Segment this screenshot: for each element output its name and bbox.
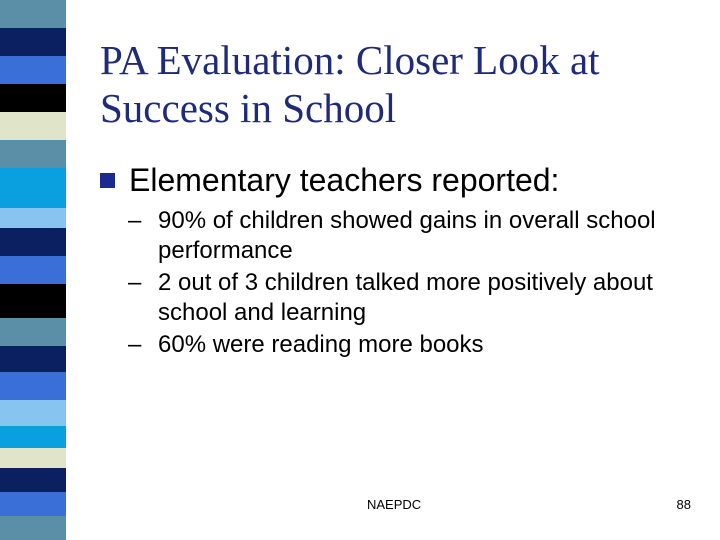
- stripe-segment: [0, 84, 66, 112]
- stripe-segment: [0, 426, 66, 448]
- stripe-segment: [0, 112, 66, 140]
- stripe-segment: [0, 372, 66, 400]
- stripe-segment: [0, 208, 66, 228]
- stripe-segment: [0, 492, 66, 516]
- stripe-segment: [0, 400, 66, 426]
- stripe-segment: [0, 468, 66, 492]
- stripe-segment: [0, 448, 66, 468]
- dash-bullet: –: [128, 207, 142, 234]
- sub-bullet-item: [128, 330, 688, 360]
- sub-bullet-item: [128, 268, 688, 328]
- footer-organization: NAEPDC: [367, 497, 422, 512]
- stripe-segment: [0, 140, 66, 168]
- stripe-segment: [0, 168, 66, 208]
- dash-bullet: –: [128, 269, 142, 296]
- sub-bullet-list: [128, 206, 688, 362]
- sub-bullet-text: 2 out of 3 children talked more positively about school and learning: [158, 269, 653, 326]
- main-bullet: [100, 160, 700, 200]
- decorative-stripe: [0, 0, 72, 540]
- sub-bullet-text: 90% of children showed gains in overall school performance: [158, 207, 656, 264]
- stripe-segment: [0, 318, 66, 346]
- slide-title: PA Evaluation: Closer Look at Success in School: [100, 37, 600, 131]
- dash-bullet: –: [128, 331, 142, 358]
- page-number: 88: [676, 497, 691, 512]
- sub-bullet-text: 60% were reading more books: [158, 331, 484, 358]
- stripe-segment: [0, 0, 66, 28]
- main-bullet-text: Elementary teachers reported:: [129, 162, 560, 198]
- stripe-segment: [0, 56, 66, 84]
- square-bullet-icon: [100, 173, 115, 188]
- stripe-segment: [0, 256, 66, 284]
- stripe-segment: [0, 346, 66, 372]
- stripe-segment: [0, 516, 66, 540]
- sub-bullet-item: [128, 206, 688, 266]
- stripe-segment: [0, 228, 66, 256]
- stripe-segment: [0, 284, 66, 318]
- stripe-segment: [0, 28, 66, 56]
